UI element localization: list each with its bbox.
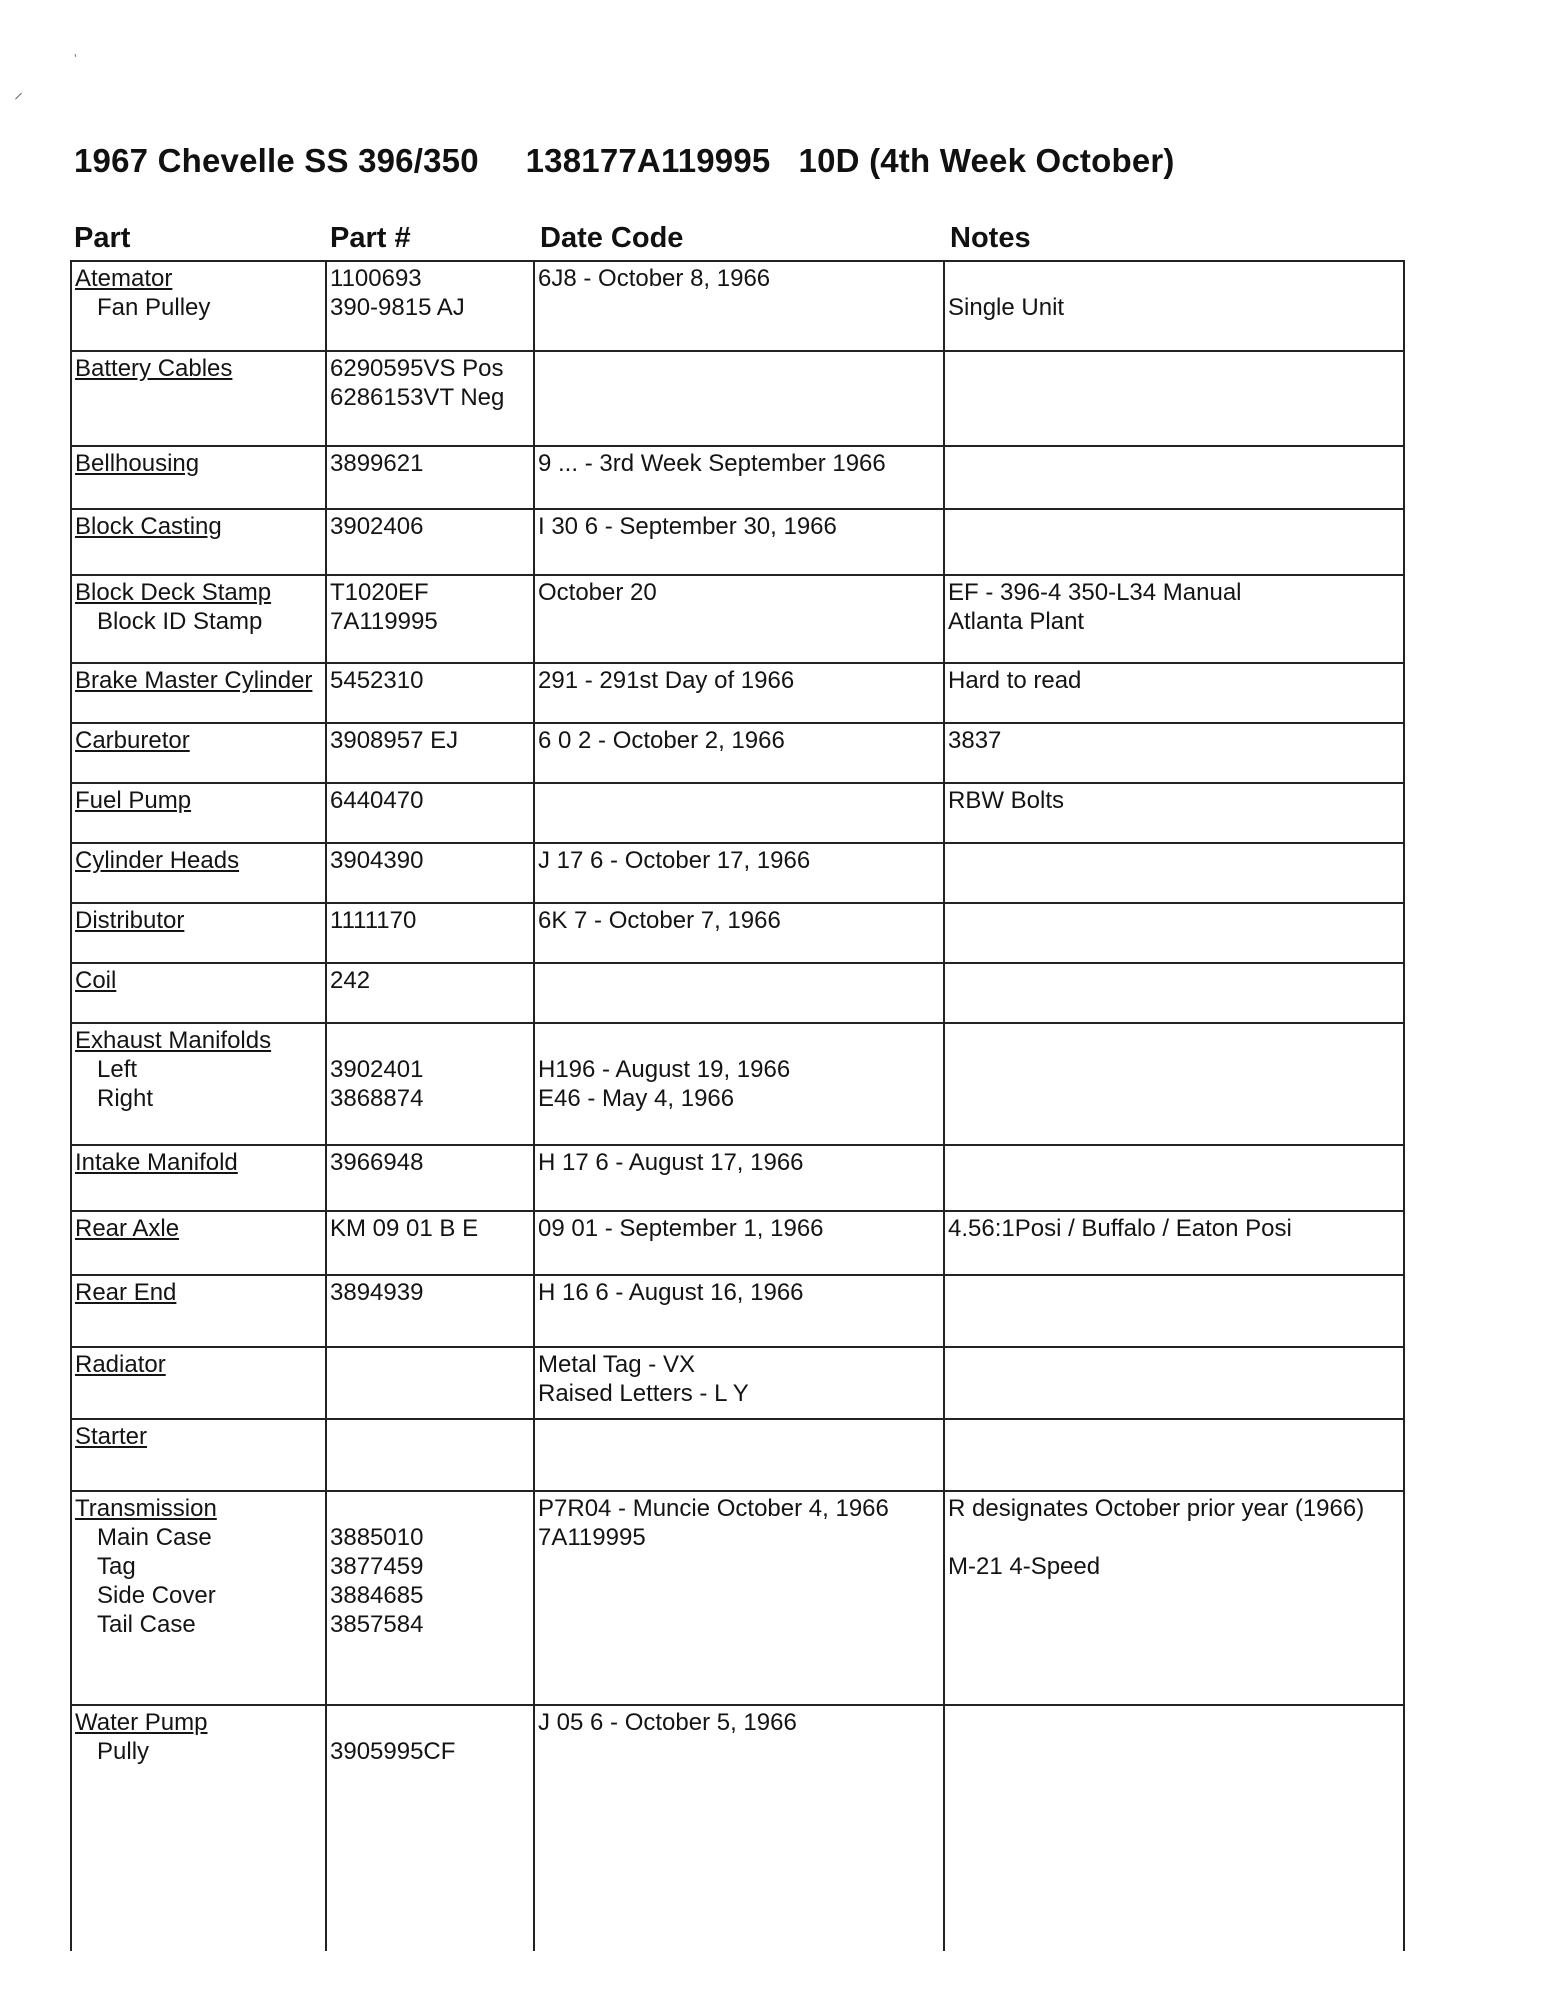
table-row xyxy=(71,783,1404,843)
table-row xyxy=(71,843,1404,903)
cell-date-code xyxy=(534,1705,944,1951)
part-name: Bellhousing xyxy=(75,450,200,477)
part-number: 6440470 xyxy=(330,787,424,814)
part-number: 3885010 xyxy=(330,1524,424,1551)
part-number: 3868874 xyxy=(330,1085,424,1112)
part-name: Cylinder Heads xyxy=(75,847,240,874)
table-row xyxy=(71,575,1404,663)
sub-part-name: Fan Pulley xyxy=(97,294,211,321)
cell-date-code xyxy=(534,1211,944,1275)
cell-date-code xyxy=(534,351,944,446)
blank-line xyxy=(330,1494,530,1523)
cell-part-number xyxy=(326,1275,534,1347)
part-number: 1100693 xyxy=(330,265,422,292)
blank-line xyxy=(948,264,1400,293)
sub-part-name: Right xyxy=(97,1085,154,1112)
table-row xyxy=(71,1275,1404,1347)
cell-part xyxy=(71,723,326,783)
cell-part xyxy=(71,963,326,1023)
part-number: 3894939 xyxy=(330,1279,424,1306)
date-code: 291 - 291st Day of 1966 xyxy=(538,667,795,694)
cell-date-code xyxy=(534,1145,944,1211)
cell-notes xyxy=(944,446,1404,509)
date-code: H 16 6 - August 16, 1966 xyxy=(538,1279,804,1306)
sub-part-name: Tail Case xyxy=(97,1611,196,1638)
part-name: Transmission xyxy=(75,1495,217,1522)
part-number: 242 xyxy=(330,967,371,994)
date-code: Metal Tag - VX xyxy=(538,1351,695,1378)
cell-date-code xyxy=(534,1023,944,1145)
cell-part xyxy=(71,903,326,963)
date-code: Raised Letters - L Y xyxy=(538,1380,749,1407)
cell-date-code xyxy=(534,575,944,663)
cell-notes xyxy=(944,783,1404,843)
cell-part-number xyxy=(326,723,534,783)
cell-part xyxy=(71,1419,326,1491)
table-row xyxy=(71,509,1404,575)
cell-notes xyxy=(944,261,1404,351)
parts-table-body xyxy=(71,261,1404,1951)
cell-part-number xyxy=(326,1023,534,1145)
scan-speck: ⸝ xyxy=(14,82,23,102)
date-code: J 05 6 - October 5, 1966 xyxy=(538,1709,797,1736)
date-code: 7A119995 xyxy=(538,1524,646,1551)
cell-part-number xyxy=(326,963,534,1023)
part-number: KM 09 01 B E xyxy=(330,1215,479,1242)
date-code: 6K 7 - October 7, 1966 xyxy=(538,907,781,934)
cell-notes xyxy=(944,1705,1404,1951)
cell-notes xyxy=(944,1023,1404,1145)
part-number: 390-9815 AJ xyxy=(330,294,465,321)
date-code: 6 0 2 - October 2, 1966 xyxy=(538,727,785,754)
cell-notes xyxy=(944,1211,1404,1275)
date-code: 09 01 - September 1, 1966 xyxy=(538,1215,824,1242)
cell-part xyxy=(71,446,326,509)
note: RBW Bolts xyxy=(948,787,1065,814)
table-row xyxy=(71,351,1404,446)
part-number: 1111170 xyxy=(330,907,417,934)
cell-part-number xyxy=(326,1211,534,1275)
header-part-number: Part # xyxy=(330,222,411,254)
part-name: Block Casting xyxy=(75,513,222,540)
cell-date-code xyxy=(534,723,944,783)
date-code: H196 - August 19, 1966 xyxy=(538,1056,791,1083)
cell-part xyxy=(71,663,326,723)
part-number: 3902406 xyxy=(330,513,424,540)
date-code: H 17 6 - August 17, 1966 xyxy=(538,1149,804,1176)
cell-notes xyxy=(944,1275,1404,1347)
cell-notes xyxy=(944,351,1404,446)
blank-line xyxy=(330,1708,530,1737)
cell-part-number xyxy=(326,1491,534,1705)
header-notes: Notes xyxy=(950,222,1031,254)
table-row xyxy=(71,1347,1404,1419)
cell-date-code xyxy=(534,663,944,723)
cell-part xyxy=(71,843,326,903)
cell-notes xyxy=(944,663,1404,723)
sub-part-name: Main Case xyxy=(97,1524,212,1551)
cell-notes xyxy=(944,509,1404,575)
table-header-row xyxy=(74,222,1414,258)
cell-part xyxy=(71,783,326,843)
cell-part xyxy=(71,1023,326,1145)
sub-part-name: Pully xyxy=(97,1738,150,1765)
cell-date-code xyxy=(534,843,944,903)
cell-notes xyxy=(944,1347,1404,1419)
date-code: October 20 xyxy=(538,579,657,606)
cell-part-number xyxy=(326,1145,534,1211)
cell-notes xyxy=(944,1491,1404,1705)
table-row xyxy=(71,1211,1404,1275)
part-number: 7A119995 xyxy=(330,608,438,635)
table-row xyxy=(71,1705,1404,1951)
part-name: Starter xyxy=(75,1423,148,1450)
cell-part-number xyxy=(326,1419,534,1491)
scan-speck: ʼ xyxy=(74,52,77,66)
cell-date-code xyxy=(534,963,944,1023)
cell-date-code xyxy=(534,903,944,963)
cell-part-number xyxy=(326,783,534,843)
header-date-code: Date Code xyxy=(540,222,684,254)
part-name: Rear Axle xyxy=(75,1215,180,1242)
cell-part xyxy=(71,575,326,663)
part-number: T1020EF xyxy=(330,579,429,606)
cell-part xyxy=(71,1211,326,1275)
cell-notes xyxy=(944,963,1404,1023)
cell-part-number xyxy=(326,843,534,903)
blank-line xyxy=(538,1026,940,1055)
blank-line xyxy=(948,1523,1400,1552)
part-number: 3966948 xyxy=(330,1149,424,1176)
part-name: Fuel Pump xyxy=(75,787,192,814)
part-name: Battery Cables xyxy=(75,355,233,382)
date-code: 6J8 - October 8, 1966 xyxy=(538,265,771,292)
part-name: Radiator xyxy=(75,1351,166,1378)
cell-date-code xyxy=(534,446,944,509)
table-row xyxy=(71,261,1404,351)
date-code: 9 ... - 3rd Week September 1966 xyxy=(538,450,886,477)
note: R designates October prior year (1966) xyxy=(948,1495,1365,1522)
part-number: 5452310 xyxy=(330,667,424,694)
table-row xyxy=(71,903,1404,963)
cell-part-number xyxy=(326,351,534,446)
part-name: Block Deck Stamp xyxy=(75,579,272,606)
part-number: 3908957 EJ xyxy=(330,727,459,754)
part-name: Rear End xyxy=(75,1279,177,1306)
part-name: Exhaust Manifolds xyxy=(75,1027,272,1054)
cell-date-code xyxy=(534,1491,944,1705)
parts-table xyxy=(70,260,1405,1951)
cell-date-code xyxy=(534,261,944,351)
cell-date-code xyxy=(534,509,944,575)
date-code: P7R04 - Muncie October 4, 1966 xyxy=(538,1495,889,1522)
cell-date-code xyxy=(534,1275,944,1347)
note: EF - 396-4 350-L34 Manual xyxy=(948,579,1242,606)
sub-part-name: Tag xyxy=(97,1553,136,1580)
part-number: 3884685 xyxy=(330,1582,424,1609)
note: Single Unit xyxy=(948,294,1065,321)
part-name: Distributor xyxy=(75,907,185,934)
cell-notes xyxy=(944,1145,1404,1211)
blank-line xyxy=(330,1026,530,1055)
cell-part-number xyxy=(326,575,534,663)
cell-notes xyxy=(944,903,1404,963)
cell-part xyxy=(71,1347,326,1419)
cell-notes xyxy=(944,723,1404,783)
part-name: Intake Manifold xyxy=(75,1149,238,1176)
part-number: 3902401 xyxy=(330,1056,424,1083)
cell-part-number xyxy=(326,1347,534,1419)
cell-date-code xyxy=(534,783,944,843)
cell-part-number xyxy=(326,1705,534,1951)
part-number: 6286153VT Neg xyxy=(330,384,505,411)
cell-part xyxy=(71,351,326,446)
cell-notes xyxy=(944,575,1404,663)
cell-part xyxy=(71,1275,326,1347)
document-title: 1967 Chevelle SS 396/350 138177A119995 10D (4th Week October) xyxy=(74,142,1175,179)
cell-part xyxy=(71,1705,326,1951)
part-number: 3877459 xyxy=(330,1553,424,1580)
sub-part-name: Left xyxy=(97,1056,138,1083)
note: 4.56:1Posi / Buffalo / Eaton Posi xyxy=(948,1215,1292,1242)
part-name: Brake Master Cylinder xyxy=(75,667,313,694)
cell-part-number xyxy=(326,446,534,509)
cell-part xyxy=(71,261,326,351)
table-row xyxy=(71,1419,1404,1491)
part-name: Carburetor xyxy=(75,727,190,754)
sub-part-name: Block ID Stamp xyxy=(97,608,263,635)
cell-part xyxy=(71,1145,326,1211)
table-row xyxy=(71,663,1404,723)
part-number: 3904390 xyxy=(330,847,424,874)
table-row xyxy=(71,1145,1404,1211)
table-row xyxy=(71,446,1404,509)
part-number: 6290595VS Pos xyxy=(330,355,504,382)
cell-notes xyxy=(944,1419,1404,1491)
part-name: Atemator xyxy=(75,265,173,292)
cell-notes xyxy=(944,843,1404,903)
date-code: E46 - May 4, 1966 xyxy=(538,1085,735,1112)
cell-date-code xyxy=(534,1419,944,1491)
table-row xyxy=(71,963,1404,1023)
date-code: I 30 6 - September 30, 1966 xyxy=(538,513,837,540)
header-part: Part xyxy=(74,222,131,254)
part-name: Coil xyxy=(75,967,117,994)
table-row xyxy=(71,723,1404,783)
note: 3837 xyxy=(948,727,1002,754)
sub-part-name: Side Cover xyxy=(97,1582,216,1609)
part-number: 3905995CF xyxy=(330,1738,456,1765)
cell-date-code xyxy=(534,1347,944,1419)
note: M-21 4-Speed xyxy=(948,1553,1101,1580)
cell-part xyxy=(71,1491,326,1705)
cell-part-number xyxy=(326,261,534,351)
cell-part-number xyxy=(326,663,534,723)
note: Hard to read xyxy=(948,667,1082,694)
cell-part-number xyxy=(326,903,534,963)
date-code: J 17 6 - October 17, 1966 xyxy=(538,847,811,874)
part-number: 3857584 xyxy=(330,1611,424,1638)
table-row xyxy=(71,1023,1404,1145)
part-number: 3899621 xyxy=(330,450,424,477)
part-name: Water Pump xyxy=(75,1709,208,1736)
cell-part xyxy=(71,509,326,575)
cell-part-number xyxy=(326,509,534,575)
note: Atlanta Plant xyxy=(948,608,1085,635)
table-row xyxy=(71,1491,1404,1705)
